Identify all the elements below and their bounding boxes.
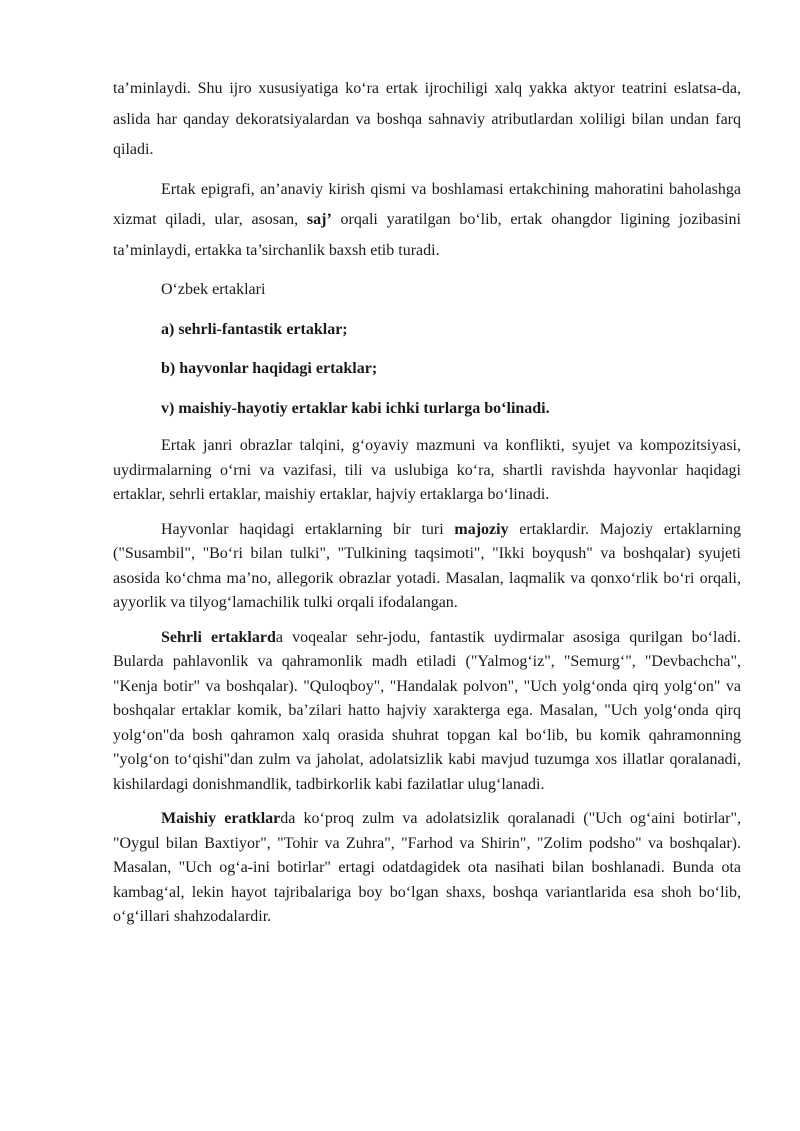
paragraph-text: da ko‘proq zulm va adolatsizlik qoralanadi ("Uch og‘aini botirlar", "Oygul bilan Baxtiyor", "Tohir va Zuhra", "Farhod va Shirin", "Zolim podsho" va boshqalar). Masalan, "Uch og‘a-ini botirlar" ertagi odatdagidek ota nasihati bilan boshlanadi. Bunda ota kambag‘al, lekin hayot tajribalariga boy bo‘lgan shaxs, boshqa variantlarida esa shoh bo‘lib, o‘g‘illari shahzodalardir. — [113, 810, 742, 925]
bold-term-sehrli-ertaklar: Sehrli ertaklard — [161, 628, 276, 646]
paragraph-allegorical-tales — [113, 518, 741, 616]
paragraph-text: Ertak epigrafi, an’anaviy kirish qismi va boshlamasi ertakchining mahoratini baholashga xizmat qiladi, ular, asosan, — [113, 180, 741, 228]
paragraph-epigraph — [113, 175, 741, 267]
document-page — [113, 74, 741, 930]
paragraph-text: Hayvonlar haqidagi ertaklarning bir turi — [161, 520, 455, 538]
paragraph-magic-tales — [113, 626, 741, 798]
paragraph-text: Ertak janri obrazlar talqini, g‘oyaviy mazmuni va konflikti, syujet va kompozitsiyasi, uydirmalarning o‘rni va vazifasi, tili va uslubiga ko‘ra, shartli ravishda hayvonlar haqidagi ertaklar, sehrli ertaklar, maishiy ertaklar, hajviy ertaklarga bo‘linadi. — [113, 437, 741, 503]
list-item-v — [113, 394, 741, 425]
list-item-text: v) maishiy-hayotiy ertaklar kabi ichki turlarga bo‘linadi. — [161, 399, 550, 417]
bold-term-saj: saj’ — [306, 211, 332, 228]
paragraph-everyday-tales — [113, 807, 741, 930]
paragraph-genre-division — [113, 434, 741, 508]
paragraph-text: ertaklardir. Majoziy ertaklarning ("Susambil", "Bo‘ri bilan tulki", "Tulkining taqsimoti", "Ikki boyqush" va boshqalar) syujeti asosida ko‘chma ma’no, allegorik obrazlar yotadi. Masalan, laqmalik va qonxo‘rlik bo‘ri orqali, ayyorlik va tilyog‘lamachilik tulki orqali ifodalangan. — [113, 520, 742, 611]
list-item-text: a) sehrli-fantastik ertaklar; — [161, 320, 348, 338]
bold-term-maishiy-ertaklar: Maishiy eratklar — [161, 810, 281, 827]
paragraph-text: a voqealar sehr-jodu, fantastik uydirmalar asosiga qurilgan bo‘ladi. Bularda pahlavonlik va qahramonlik madh etiladi ("Yalmog‘iz", "Semurg‘", "Devbachcha", "Kenja botir" va boshqalar). "Quloqboy", "Handalak polvon", "Uch yolg‘onda qirq yolg‘on" va boshqalar ertaklar komik, ba’zilari hatto hajviy xarakterga ega. Masalan, "Uch yolg‘onda qirq yolg‘on"da bosh qahramon xalq orasida shuhrat topgan kal bo‘lib, bu komik qahramonning "yolg‘on to‘qishi"dan zulm va jaholat, adolatsizlik kabi mavjud tuzumga xos illatlar qoralanadi, kishilardagi donishmandlik, tadbirkorlik kabi fazilatlar ulug‘lanadi. — [113, 628, 742, 793]
paragraph-intro-continuation — [113, 74, 741, 166]
bold-term-majoziy: majoziy — [454, 520, 509, 538]
list-heading — [113, 275, 741, 306]
paragraph-text: orqali yaratilgan bo‘lib, ertak ohangdor ligining jozibasini ta’minlaydi, ertakka ta’sirchanlik baxsh etib turadi. — [113, 211, 742, 259]
list-item-a — [113, 315, 741, 346]
paragraph-text: ta’minlaydi. Shu ijro xususiyatiga ko‘ra ertak ijrochiligi xalq yakka aktyor teatrini eslatsa-da, aslida har qanday dekoratsiyalardan va boshqa sahnaviy atributlardan xoliligi bilan undan farq qiladi. — [113, 80, 741, 158]
list-item-text: b) hayvonlar haqidagi ertaklar; — [161, 360, 378, 377]
list-item-b — [113, 354, 741, 385]
list-heading-text: O‘zbek ertaklari — [161, 281, 266, 298]
